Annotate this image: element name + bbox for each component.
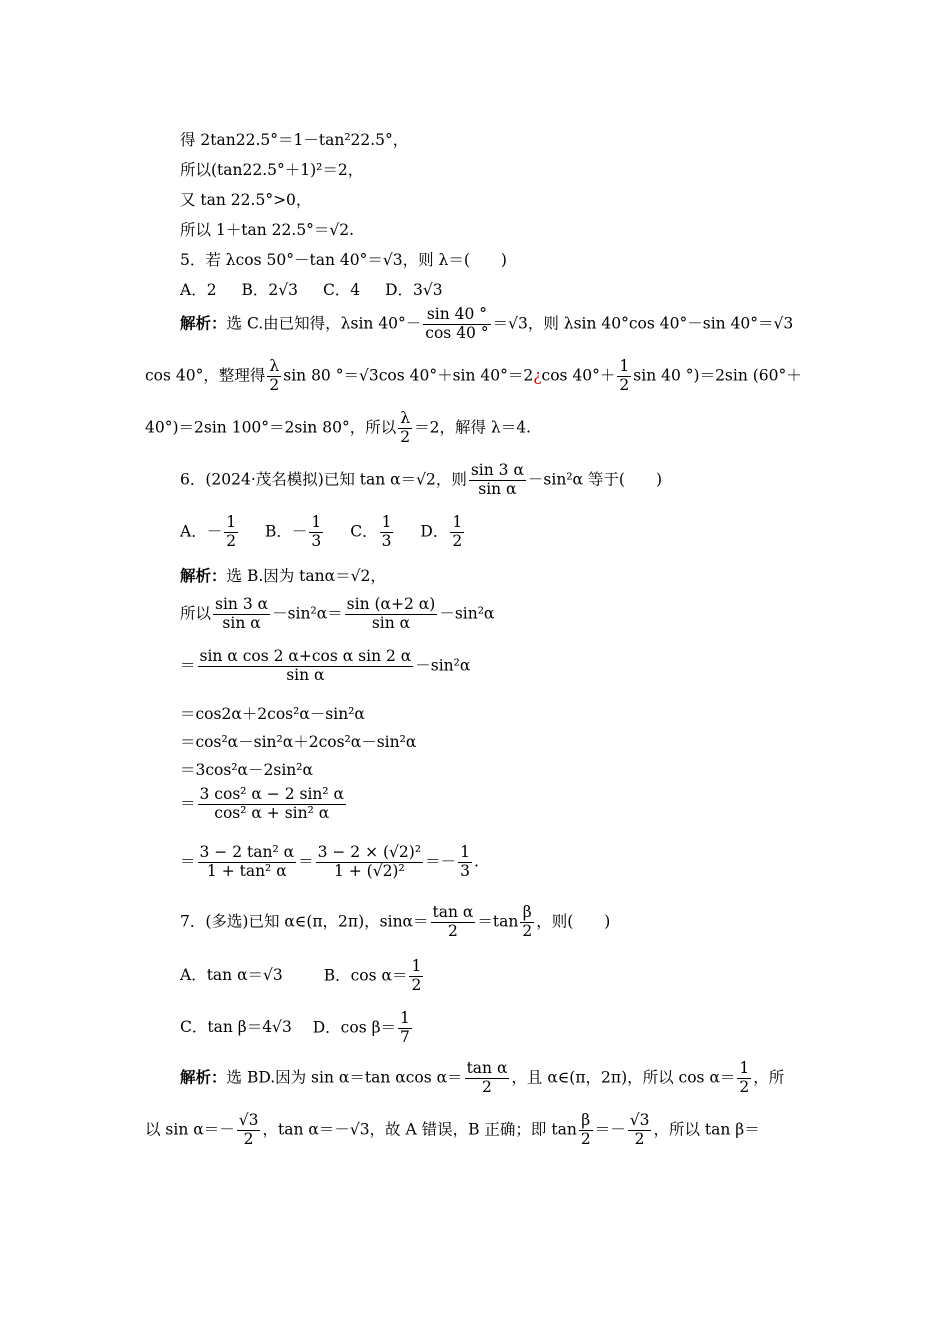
denominator: cos 40 ° xyxy=(425,323,489,342)
fraction xyxy=(520,904,534,941)
solution-7-line-2 xyxy=(145,1112,760,1149)
fraction xyxy=(465,1060,510,1097)
numerator: 3 − 2 × (√2)² xyxy=(317,843,422,861)
solution-6-line-5: ＝cos²α－sin²α＋2cos²α－sin²α xyxy=(180,733,417,751)
fraction xyxy=(213,596,270,633)
denominator: 2 xyxy=(580,1129,591,1148)
text: ，且 α∈(π，2π)，所以 cos α＝ xyxy=(511,1068,736,1087)
denominator: sin α xyxy=(286,665,325,684)
question-5: 5．若 λcos 50°－tan 40°＝√3，则 λ＝( ) xyxy=(180,251,507,269)
option-label: B．－ xyxy=(265,522,308,541)
fraction xyxy=(224,514,238,551)
numerator: sin 3 α xyxy=(215,595,269,613)
text: －sin²α＝ xyxy=(272,604,343,623)
numerator: sin α cos 2 α+cos α sin 2 α xyxy=(199,647,412,665)
text: ，则( ) xyxy=(536,912,611,931)
option-label: A．－ xyxy=(180,522,223,541)
numerator: λ xyxy=(398,410,412,429)
fraction xyxy=(309,514,323,551)
fraction xyxy=(628,1112,652,1149)
question-6 xyxy=(180,462,662,499)
denominator: 2 xyxy=(482,1077,492,1096)
numerator: 1 xyxy=(739,1059,750,1077)
option-a xyxy=(180,514,240,551)
denominator: 2 xyxy=(226,531,237,550)
text: 选 BD.因为 sin α＝tan αcos α＝ xyxy=(226,1068,463,1087)
text-line: 所以 1＋tan 22.5°＝√2. xyxy=(180,221,355,239)
solution-5-line-1 xyxy=(180,306,793,343)
denominator: sin α xyxy=(478,479,517,498)
fraction xyxy=(345,596,438,633)
text: ＝ xyxy=(180,656,196,675)
fraction xyxy=(423,306,490,343)
fraction xyxy=(316,844,423,881)
numerator: tan α xyxy=(466,1059,508,1077)
text: 7．(多选)已知 α∈(π，2π)，sinα＝ xyxy=(180,912,429,931)
numerator: 1 xyxy=(452,513,463,531)
option-label: D． xyxy=(420,522,449,541)
numerator: 3 − 2 tan² α xyxy=(199,843,295,861)
option-a: A．tan α＝√3 xyxy=(180,966,283,985)
fraction xyxy=(198,844,297,881)
text: 所以 xyxy=(180,604,212,623)
option-c: C．4 xyxy=(322,281,361,299)
denominator: 2 xyxy=(269,375,280,394)
solution-label: 解析： xyxy=(180,313,227,333)
text: ＝－ xyxy=(594,1120,626,1139)
denominator: sin α xyxy=(371,613,411,632)
question-7 xyxy=(180,904,610,941)
text: ，所 xyxy=(753,1068,785,1087)
numerator: β xyxy=(520,904,534,923)
fraction xyxy=(737,1060,751,1097)
fraction xyxy=(198,648,414,685)
fraction xyxy=(398,1010,412,1047)
option-b xyxy=(265,514,325,551)
denominator: 3 xyxy=(460,861,470,880)
numerator: 1 xyxy=(400,1009,410,1027)
denominator: sin α xyxy=(222,613,261,632)
option-d xyxy=(420,514,466,551)
numerator: λ xyxy=(267,358,281,377)
option-b xyxy=(324,958,426,995)
solution-6-line-6: ＝3cos²α－2sin²α xyxy=(180,761,313,779)
solution-6-line-4: ＝cos2α＋2cos²α－sin²α xyxy=(180,705,365,723)
text: ＝ xyxy=(298,852,314,871)
text: . xyxy=(473,852,479,871)
text: 以 sin α＝－ xyxy=(145,1120,235,1139)
solution-6-line-1 xyxy=(180,564,386,586)
solution-6-line-7 xyxy=(180,786,348,823)
text: 40°)＝2sin 100°＝2sin 80°，所以 xyxy=(145,418,397,437)
fraction xyxy=(409,958,423,995)
text: ，tan α＝－√3，故 A 错误，B 正确；即 tan xyxy=(262,1120,577,1139)
numerator: sin 3 α xyxy=(470,461,524,479)
question-7-options-row-1 xyxy=(180,958,445,995)
denominator: 1 + (√2)² xyxy=(333,861,405,880)
denominator: 3 xyxy=(311,531,322,550)
text: ＝2，解得 λ＝4. xyxy=(414,418,531,437)
text: ＝√3，则 λsin 40°cos 40°－sin 40°＝√3 xyxy=(492,314,794,333)
text-line: 得 2tan22.5°＝1－tan²22.5°， xyxy=(180,131,409,149)
fraction xyxy=(380,514,394,551)
text-line: 又 tan 22.5°>0， xyxy=(180,191,312,209)
text: ＝ xyxy=(180,852,196,871)
numerator: √3 xyxy=(238,1111,259,1129)
solution-5-line-3 xyxy=(145,410,531,447)
fraction xyxy=(458,844,472,881)
text: －sin²α xyxy=(415,656,471,675)
solution-6-line-8 xyxy=(180,844,479,881)
numerator: 1 xyxy=(381,513,392,531)
text: ＝tan xyxy=(477,912,519,931)
numerator: 1 xyxy=(311,513,322,531)
fraction xyxy=(617,358,631,395)
numerator: 1 xyxy=(460,843,470,861)
denominator: cos² α + sin² α xyxy=(214,803,330,822)
text: sin 80 °＝√3cos 40°＋sin 40°＝2 xyxy=(283,366,534,385)
numerator: 1 xyxy=(411,957,422,975)
denominator: 7 xyxy=(400,1027,410,1046)
text: ，所以 tan β＝ xyxy=(653,1120,760,1139)
solution-5-line-2 xyxy=(145,358,802,395)
numerator: tan α xyxy=(432,903,474,921)
fraction xyxy=(450,514,464,551)
denominator: 2 xyxy=(634,1129,645,1148)
numerator: 3 cos² α − 2 sin² α xyxy=(199,785,345,803)
option-label: B．cos α＝ xyxy=(323,966,408,985)
option-d: D．3√3 xyxy=(385,281,443,299)
question-6-options xyxy=(180,514,486,551)
solution-7-line-1 xyxy=(180,1060,784,1097)
option-c xyxy=(350,514,395,551)
option-c: C．tan β＝4√3 xyxy=(180,1018,292,1037)
text: －sin²α 等于( ) xyxy=(527,470,663,489)
denominator: 3 xyxy=(381,531,392,550)
question-5-options xyxy=(180,278,463,300)
denominator: 2 xyxy=(522,921,533,940)
denominator: 2 xyxy=(619,375,630,394)
glyph: ¿ xyxy=(533,366,542,385)
solution-label: 解析： xyxy=(180,1067,227,1087)
text: 6．(2024·茂名模拟)已知 tan α＝√2，则 xyxy=(180,470,467,489)
numerator: √3 xyxy=(629,1111,650,1129)
numerator: 1 xyxy=(619,357,630,375)
fraction xyxy=(237,1112,261,1149)
text: 选 B.因为 tanα＝√2， xyxy=(226,567,386,585)
denominator: 2 xyxy=(739,1077,750,1096)
text-line: 所以(tan22.5°＋1)²＝2， xyxy=(180,161,364,179)
solution-6-line-3 xyxy=(180,648,470,685)
text: －sin²α xyxy=(439,604,495,623)
text: ＝ xyxy=(180,794,196,813)
solution-label: 解析： xyxy=(180,566,227,585)
denominator: 2 xyxy=(411,975,422,994)
text: ＝－ xyxy=(425,852,457,871)
solution-6-line-2 xyxy=(180,596,494,633)
denominator: 1 + tan² α xyxy=(206,861,287,880)
option-a: A．2 xyxy=(180,281,217,299)
option-label: D．cos β＝ xyxy=(312,1018,397,1037)
denominator: 2 xyxy=(452,531,463,550)
text: cos 40°＋ xyxy=(541,366,616,385)
numerator: sin (α+2 α) xyxy=(346,595,436,613)
denominator: 2 xyxy=(400,427,411,446)
fraction xyxy=(469,462,526,499)
text: sin 40 °)＝2sin (60°＋ xyxy=(633,366,802,385)
fraction xyxy=(431,904,476,941)
fraction xyxy=(579,1112,593,1149)
fraction xyxy=(267,358,281,395)
fraction xyxy=(398,410,412,447)
fraction xyxy=(198,786,347,823)
numerator: β xyxy=(579,1112,593,1131)
option-d xyxy=(313,1010,414,1047)
option-label: C． xyxy=(350,522,378,541)
option-b: B．2√3 xyxy=(241,281,298,299)
text: 选 C.由已知得，λsin 40°－ xyxy=(226,314,422,333)
numerator: 1 xyxy=(226,513,237,531)
numerator: sin 40 ° xyxy=(423,306,490,325)
text: cos 40°，整理得 xyxy=(145,366,266,385)
denominator: 2 xyxy=(448,921,458,940)
question-7-options-row-2 xyxy=(180,1010,434,1047)
denominator: 2 xyxy=(243,1129,254,1148)
